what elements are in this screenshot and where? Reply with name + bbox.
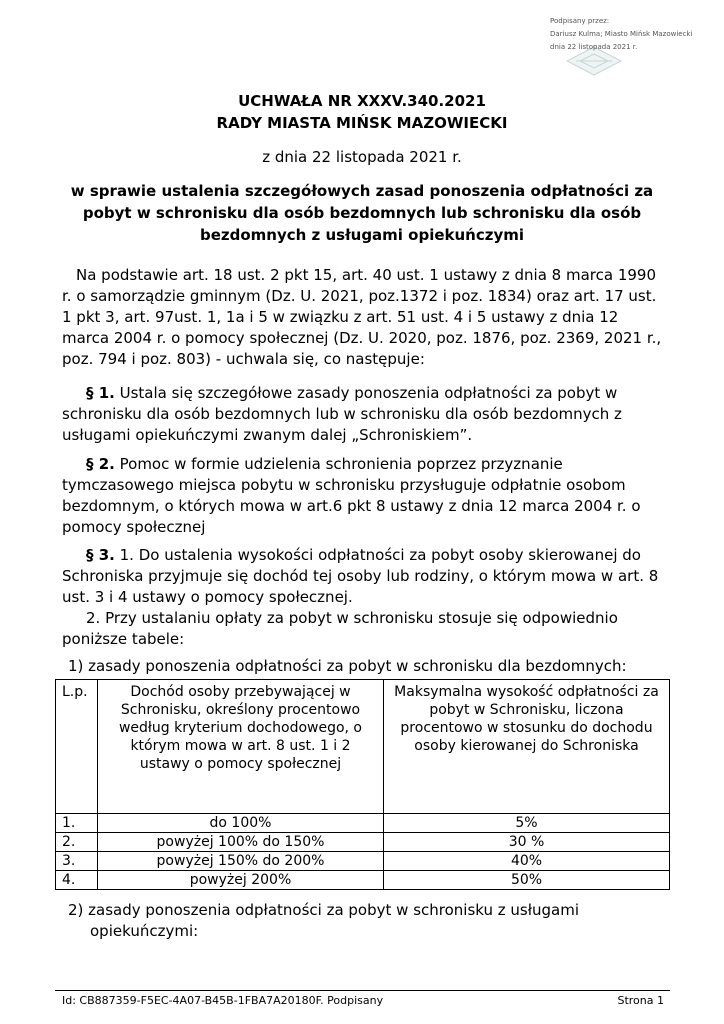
cell-income: powyżej 150% do 200% xyxy=(98,852,384,871)
list-item-2 xyxy=(68,900,579,942)
cell-lp: 4. xyxy=(56,871,98,890)
resolution-number: UCHWAŁA NR XXXV.340.2021 xyxy=(238,92,486,110)
document-id: Id: CB887359-F5EC-4A07-B45B-1FBA7A20180F. Podpisany xyxy=(62,994,384,1007)
text-line: schronisku dla osób bezdomnych lub w schronisku dla osób bezdomnych z xyxy=(62,405,622,423)
paragraph-3-point-2 xyxy=(62,608,618,650)
text-line: opiekuńczymi: xyxy=(90,922,199,940)
text-line: poz. 794 i poz. 803) - uchwala się, co następuje: xyxy=(62,350,425,368)
cell-max: 30 % xyxy=(384,833,670,852)
legal-basis-paragraph xyxy=(62,265,661,370)
resolution-date: z dnia 22 listopada 2021 r. xyxy=(262,148,462,166)
text-line: 1. Do ustalenia wysokości odpłatności za pobyt osoby skierowanej do xyxy=(114,546,641,564)
paragraph-marker: § 2. xyxy=(86,455,115,473)
paragraph-2 xyxy=(62,454,641,538)
cell-income: powyżej 100% do 150% xyxy=(98,833,384,852)
text-line: Ustala się szczegółowe zasady ponoszenia odpłatności za pobyt w xyxy=(114,384,618,402)
text-line: Schroniska przyjmuje się dochód tej osoby lub rodziny, o którym mowa w art. 8 xyxy=(62,567,659,585)
text-line: 2. Przy ustalaniu opłaty za pobyt w schronisku stosuje się odpowiednio xyxy=(86,609,618,627)
table-row xyxy=(56,814,670,833)
cell-income: do 100% xyxy=(98,814,384,833)
cell-lp: 2. xyxy=(56,833,98,852)
text-line: poniższe tabele: xyxy=(62,630,185,648)
cell-max: 40% xyxy=(384,852,670,871)
text-line: Na podstawie art. 18 ust. 2 pkt 15, art. 40 ust. 1 ustawy z dnia 8 marca 1990 xyxy=(76,266,657,284)
header-income: Dochód osoby przebywającej w Schronisku, określony procentowo według kryterium dochodowego, o którym mowa w art. 8 ust. 1 i 2 ustawy o pomocy społecznej xyxy=(98,680,384,814)
text-line: 2) zasady ponoszenia odpłatności za pobyt w schronisku z usługami xyxy=(68,901,579,919)
payment-rate-table xyxy=(55,679,670,890)
table-header-row xyxy=(56,680,670,814)
footer-divider xyxy=(55,990,670,991)
table-row xyxy=(56,833,670,852)
table-row xyxy=(56,852,670,871)
paragraph-marker: § 3. xyxy=(86,546,115,564)
header-lp: L.p. xyxy=(56,680,98,814)
paragraph-3 xyxy=(62,545,658,608)
cell-max: 50% xyxy=(384,871,670,890)
subject-line: w sprawie ustalenia szczegółowych zasad ponoszenia odpłatności za xyxy=(70,182,654,200)
text-line: bezdomnym, o których mowa w art.6 pkt 8 ustawy z dnia 12 marca 2004 r. o xyxy=(62,497,641,515)
header-max-payment: Maksymalna wysokość odpłatności za pobyt w Schronisku, liczona procentowo w stosunku do dochodu osoby kierowanej do Schroniska xyxy=(384,680,670,814)
text-line: usługami opiekuńczymi zwanym dalej „Schroniskiem”. xyxy=(62,426,473,444)
text-line: 1 pkt 3, art. 97ust. 1, 1a i 5 w związku z art. 51 ust. 4 i 5 ustawy z dnia 12 xyxy=(62,308,619,326)
resolution-subject xyxy=(70,180,654,246)
signature-signer: Dariusz Kulma; Miasto Mińsk Mazowiecki xyxy=(550,30,693,38)
text-line: marca 2004 r. o pomocy społecznej (Dz. U. 2020, poz. 1876, poz. 2369, 2021 r., xyxy=(62,329,662,347)
cell-income: powyżej 200% xyxy=(98,871,384,890)
text-line: r. o samorządzie gminnym (Dz. U. 2021, poz.1372 i poz. 1834) oraz art. 17 ust. xyxy=(62,287,657,305)
table-row xyxy=(56,871,670,890)
text-line: pomocy społecznej xyxy=(62,518,206,536)
cell-lp: 1. xyxy=(56,814,98,833)
list-item-1: 1) zasady ponoszenia odpłatności za pobyt w schronisku dla bezdomnych: xyxy=(68,657,627,675)
page-number: Strona 1 xyxy=(617,994,664,1007)
cell-max: 5% xyxy=(384,814,670,833)
signature-date: dnia 22 listopada 2021 r. xyxy=(550,43,638,51)
cell-lp: 3. xyxy=(56,852,98,871)
text-line: tymczasowego miejsca pobytu w schronisku przysługuje odpłatnie osobom xyxy=(62,476,626,494)
subject-line: bezdomnych z usługami opiekuńczymi xyxy=(199,226,525,244)
text-line: Pomoc w formie udzielenia schronienia poprzez przyznanie xyxy=(114,455,563,473)
paragraph-marker: § 1. xyxy=(86,384,115,402)
paragraph-1 xyxy=(62,383,622,446)
subject-line: pobyt w schronisku dla osób bezdomnych lub schronisku dla osób xyxy=(82,204,642,222)
signature-label: Podpisany przez: xyxy=(550,17,610,25)
text-line: ust. 3 i 4 ustawy o pomocy społecznej. xyxy=(62,588,353,606)
digital-signature-stamp xyxy=(550,15,720,75)
council-name: RADY MIASTA MIŃSK MAZOWIECKI xyxy=(216,114,508,132)
